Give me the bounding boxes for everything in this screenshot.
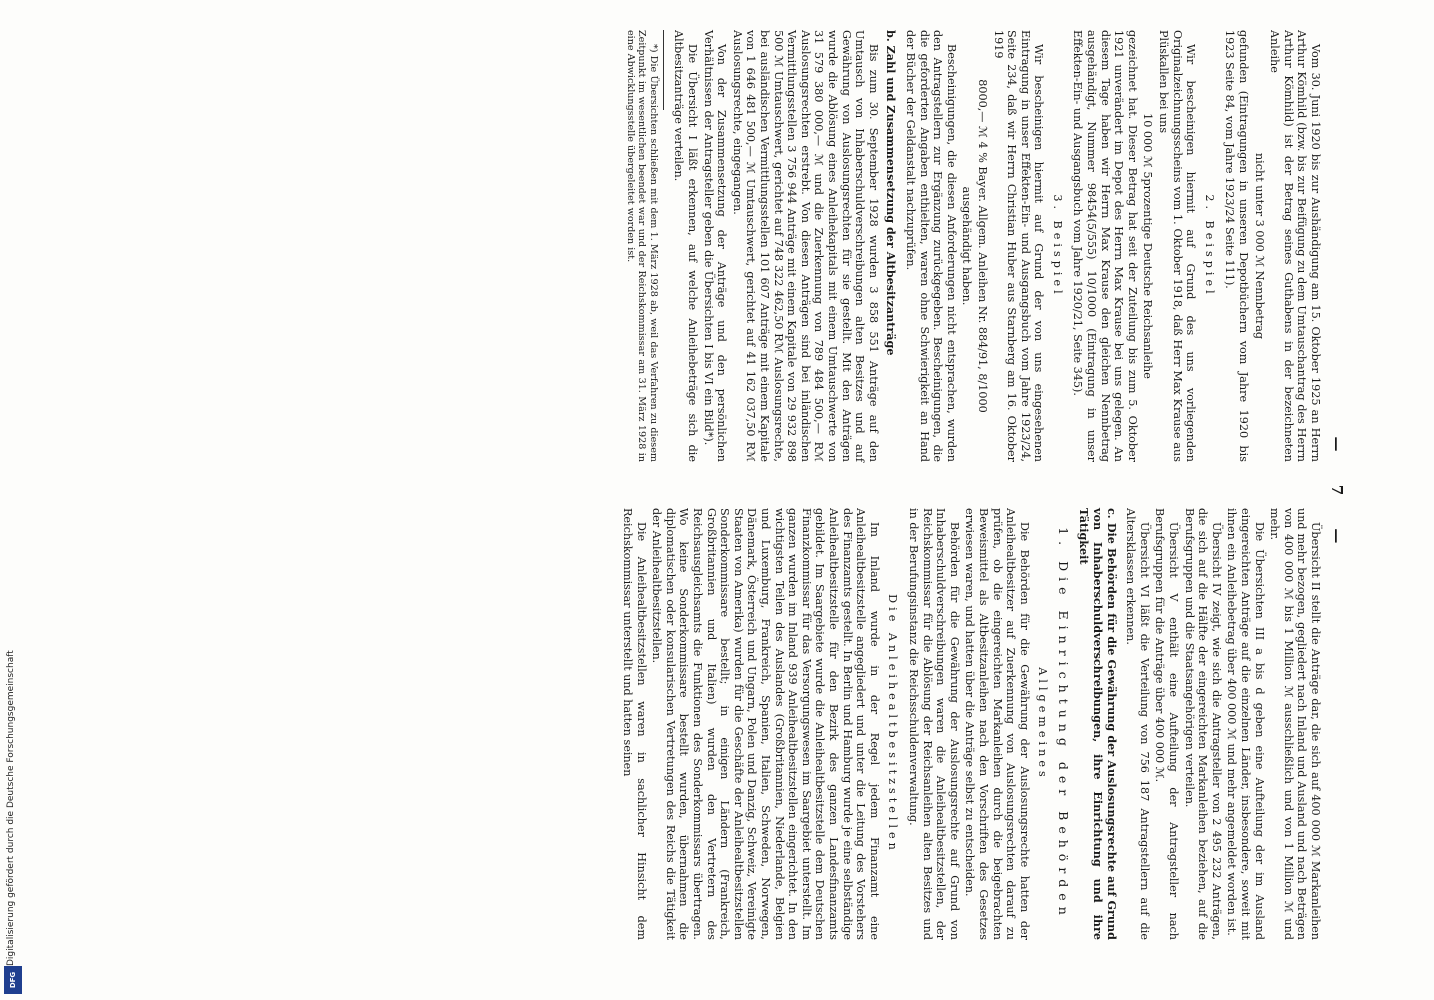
subsection-subheading: Allgemeines [1036,667,1050,781]
paragraph: Übersicht V enthält eine Aufteilung der Antragsteller nach Berufsgruppen für die Anträge über 400 000 ℳ. [1153,508,1181,940]
emphasis-line: nicht unter 3 000 ℳ Nennbetrag [1252,152,1266,340]
paragraph: Behörden für die Gewährung der Auslosungsrechte auf Grund von Inhaberschuldverschreibungen waren die Anleihealtbesitzstellen, der Reichskommissar für die Ablösung der Reichsanleihen alten Besitzes und in der Berufungsinstanz die Reichsschuldenverwaltung. [906,508,961,940]
paragraph: Wir bescheinigen hiermit auf Grund der von uns eingesehenen Eintragung in unser Effekten-Ein- und Ausgangsbuch vom Jahre 1923/24, Seite 234, daß wir Herrn Christian Huber aus Starnberg am 16. Oktober 1919 [991,30,1046,462]
dfg-logo-icon [4,966,22,994]
section-heading: b. Zahl und Zusammensetzung der Altbesitzanträge [884,30,899,356]
paragraph: Im Inland wurde in der Regel jedem Finanzamt eine Anleihealtbesitzstelle angegliedert und unter die Leitung des Vorstehers des Finanzamts gestellt. In Berlin und Hamburg wurde je eine selbständige Anleihealtbesitzstelle für den Bezirk des ganzen Landesfinanzamts gebildet. Im Saargebiete wurde die Anleihealtbesitzstelle dem Deutschen Finanzkommissar für das Versorgungswesen im Saargebiet unterstellt. Im ganzen wurden im Inland 939 Anleihealtbesitzstellen eingerichtet. In den wichtigsten Teilen des Auslandes (Großbritannien, Niederlande, Belgien und Luxemburg, Frankreich, Spanien, Italien, Schweden, Norwegen, Dänemark, Österreich und Ungarn, Polen und Danzig, Schweiz, Vereinigte Staaten von Amerika) wurden für die Geschäfte der Anleihealtbesitzstellen Sonderkommissare bestellt; in einigen Ländern (Frankreich, Großbritannien und Italien) wurden den Vertretern des Reichsausgleichsamts die Funktionen des Sonderkommissars übertragen. Wo keine Sonderkommissare bestellt wurden, übernahmen die diplomatischen oder konsularischen Vertretungen des Reichs die Tätigkeit der Anleihealtbesitzstellen. [650,508,881,940]
subsection-heading: 1. Die Einrichtung der Behörden [1055,527,1071,921]
example-heading: 2. Beispiel [1202,194,1216,298]
paragraph: Von der Zusammensetzung der Anträge und den persönlichen Verhältnissen der Antragsteller geben die Übersichten I bis VI ein Bild*). [701,30,729,462]
section-heading: c. Die Behörden für die Gewährung der Auslosungsrechte auf Grund von Inhaberschuldverschreibungen, ihre Einrichtung und ihre Tätigkeit [1077,508,1119,940]
rotated-document [150,30,1350,964]
paragraph: gezeichnet hat. Dieser Betrag hat seit der Zuteilung bis zum 5. Oktober 1921 unverändert im Depot des Herrn Max Krause bei uns gelegen. An diesem Tage haben wir Herrn Max Krause den gleichen Nennbetrag ausgehändigt, Nummer 98454(5/555) 10/1000 (Eintragung in unser Effekten-Ein- und Ausgangsbuch vom Jahre 1920/21, Seite 345). [1071,30,1139,462]
credit-text: Digitalisierung gefördert durch die Deutsche Forschungsgemeinschaft [6,650,16,966]
paragraph: Bescheinigungen, die diesen Anforderungen nicht entsprachen, wurden den Antragstellern zur Ergänzung zurückgegeben. Bescheinigungen, die die geforderten Angaben enthielten, waren ohne Schwierigkeit an Hand der Bücher der Geldanstalt nachzuprüfen. [903,30,958,462]
paragraph: gefunden (Eintragungen in unseren Depotbüchern vom Jahre 1920 bis 1923 Seite 84, vom Jahre 1923/24 Seite 111). [1223,30,1251,462]
left-column [622,30,1322,462]
paragraph: Vom 30. Juni 1920 bis zur Aushändigung am 15. Oktober 1925 an Herrn Arthur Kömhild (bzw. bis zur Beifügung zu dem Umtauschantrag des Herrn Arthur Kömhild) ist der Betrag seines Guthabens in der bezeichneten Anleihe [1268,30,1322,462]
footnote-divider [663,30,664,110]
paragraph: Die Behörden für die Gewährung der Auslosungsrechte hatten der Anleihealtbesitzer auf Zuerkennung von Auslosungsrechten darauf zu prüfen, ob die eingereichten Markanleihen durch die beigebrachten Beweismittel als Altbesitzanleihen nach den Vorschriften des Gesetzes erwiesen waren, und hatten über die Anträge selbst zu entscheiden. [963,508,1031,940]
page-number: — 7 — [1328,436,1346,558]
logo-text: DFG [9,971,17,989]
digitization-credit [0,606,28,989]
paragraph: Die Übersichten III a bis d geben eine Aufteilung der im Ausland eingereichten Anträge auf die einzelnen Länder, insbesondere, soweit mit ihnen ein Anleihebetrag über 400 000 ℳ und mehr angemeldet worden ist. [1225,508,1266,940]
right-column [619,508,1323,940]
example-heading: 3. Beispiel [1050,194,1064,298]
paragraph: Die Übersicht I läßt erkennen, auf welche Anleihebeträge sich die Altbesitzanträge verteilen. [672,30,700,462]
paragraph: Übersicht VI läßt die Verteilung von 756 187 Antragstellern auf die Altersklassen erkennen. [1124,508,1151,940]
paragraph: Die Anleihealtbesitzstellen waren in sachlicher Hinsicht dem Reichskommissar unterstellt und hatten seinen [621,508,648,940]
emphasis-line: 8000,— ℳ 4 % Bayer. Allgem. Anleihen Nr. 884/91, 8/1000 [975,79,989,413]
paragraph: Bis zum 30. September 1928 wurden 3 858 551 Anträge auf den Umtausch von Inhaberschuldverschreibungen alten Besitzes und auf Gewährung von Auslosungsrechten für sie gestellt. Mit den Anträgen wurde die Ablösung eines Anleihekapitals mit einem Umtauschwerte von 31 579 380 000,— ℳ und die Zuerkennung von 789 484 500,— Rℳ Auslosungsrechten erstrebt. Von diesen Anträgen sind bei inländischen Vermittlungsstellen 3 756 944 Anträge mit einem Kapitale von 29 932 898 500 ℳ Umtauschwert, gerichtet auf 748 322 462,50 Rℳ Auslosungsrechte, bei ausländischen Vermittlungsstellen 101 607 Anträge mit einem Kapitale von 1 646 481 500,— ℳ Umtauschwert, gerichtet auf 41 162 037,50 Rℳ Auslosungsrechte, eingegangen. [730,30,880,462]
subsection-subheading: Die Anleihealtbesitzstellen [886,594,900,854]
paragraph: Wir bescheinigen hiermit auf Grund des uns vorliegenden Originalzeichnungsscheins vom 1. Oktober 1918, daß Herr Max Krause aus Plüskallen bei uns [1157,30,1198,462]
footnote: *) Die Übersichten schließen mit dem 1. März 1928 ab, weil das Verfahren zu diesem Zeitpunkt im wesentlichen beendet war und der Reichskommissar am 31. März 1928 in eine Abwicklungsstelle übergeleitet worden ist. [624,30,659,462]
paragraph: Übersicht II stellt die Anträge dar, die sich auf 400 000 ℳ Markanleihen und mehr bezogen, gegliedert nach Inland und Ausland und nach Beträgen von 400 000 ℳ bis 1 Million ℳ ausschließlich und von 1 Million ℳ und mehr. [1268,508,1322,940]
emphasis-line: 10 000 ℳ 5prozentige Deutsche Reichsanleihe [1141,113,1155,379]
paragraph: Übersicht IV zeigt, wie sich die Antragsteller von 2 495 232 Anträgen, die sich auf die Hälfte der eingereichten Markanleihen beziehen, auf die Berufsgruppen und die Staatsangehörigen verteilen. [1182,508,1223,940]
emphasis-line: ausgehändigt haben. [960,186,974,306]
document-body [150,30,1350,964]
